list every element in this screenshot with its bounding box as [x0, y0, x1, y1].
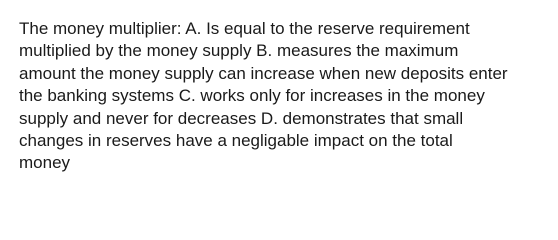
question-text: The money multiplier: A. Is equal to the reserve requirement multiplied by the money supply B. measures the maximum amount the money supply can increase when new deposits enter the banking systems C. works only for increases in the money supply and never for decreases D. demonstrates that small changes in reserves have a negligable impact on the total money	[19, 19, 508, 173]
